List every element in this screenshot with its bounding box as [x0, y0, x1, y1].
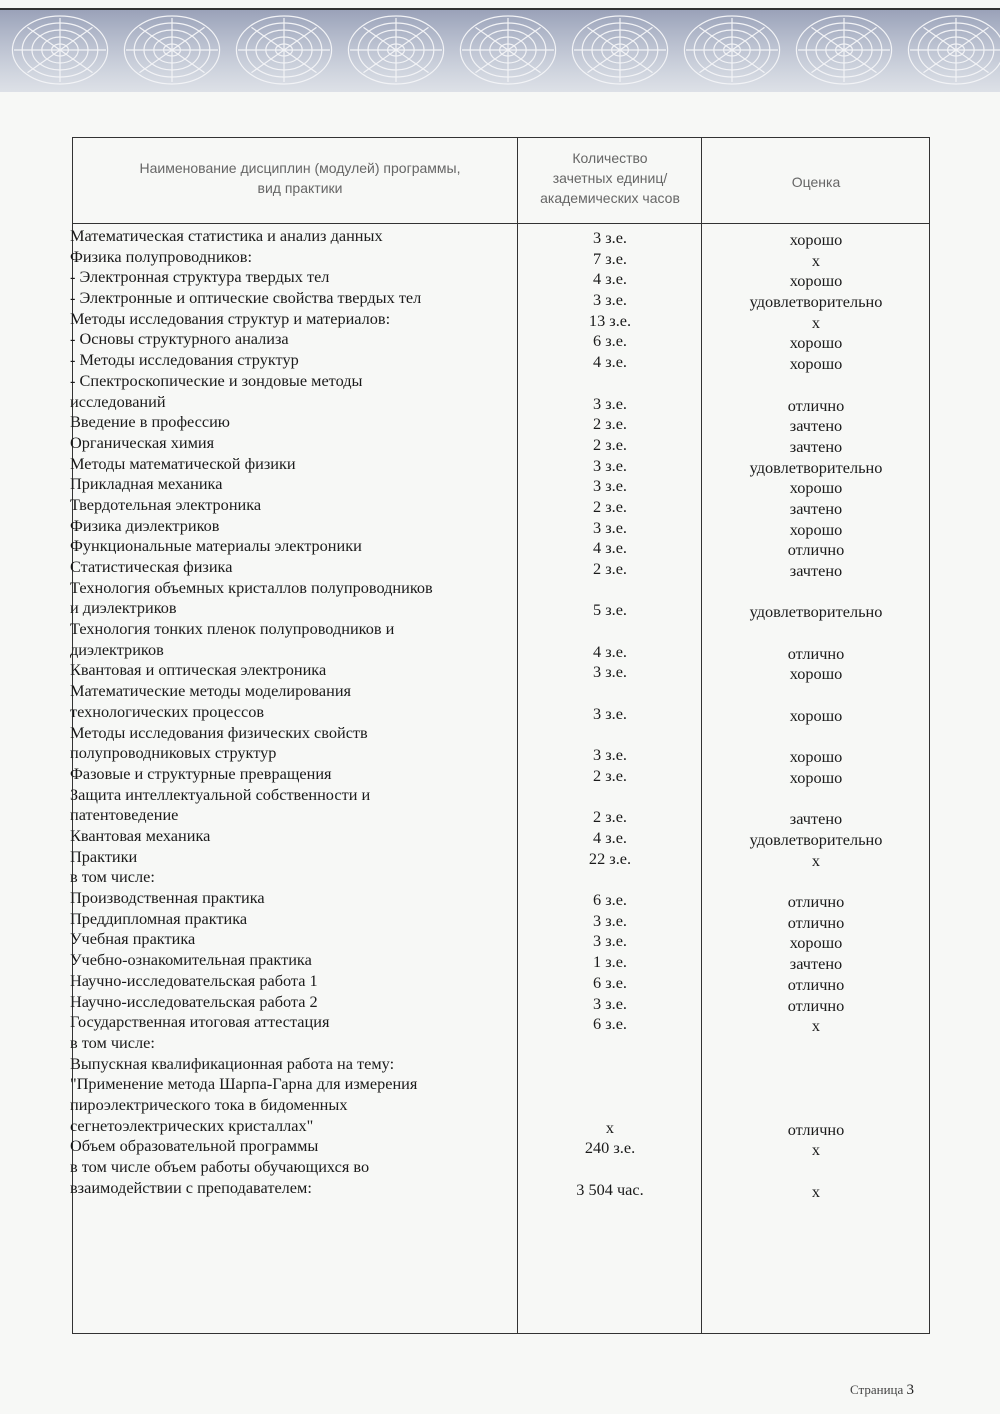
- discipline-name-line: Преддипломная практика: [70, 908, 248, 928]
- page-number-value: 3: [906, 1382, 915, 1398]
- grade-value: х: [811, 1140, 821, 1160]
- discipline-name-line: пироэлектрического тока в бидоменных: [70, 1095, 348, 1114]
- table-row: [0, 329, 1000, 353]
- discipline-name-line: Математическая статистика и анализ данных: [70, 226, 383, 245]
- table-row: [0, 722, 1000, 767]
- credits-value: 3 з.е.: [592, 703, 627, 723]
- grade-value: зачтено: [789, 809, 843, 829]
- page-label: Страница: [850, 1382, 904, 1397]
- credits-value: 5 з.е.: [592, 600, 627, 620]
- grade-value: х: [811, 1016, 821, 1036]
- grade-value: отлично: [787, 1119, 845, 1139]
- discipline-name-line: Защита интеллектуальной собственности и: [70, 784, 371, 804]
- discipline-name: [70, 950, 515, 971]
- column-header-credits-line2: зачетных единиц/: [552, 170, 668, 186]
- discipline-name: [70, 992, 515, 1013]
- discipline-name: [70, 1033, 515, 1054]
- discipline-name-line: Объем образовательной программы: [70, 1136, 319, 1156]
- grade-value: зачтено: [789, 498, 843, 518]
- discipline-name: [70, 412, 515, 433]
- credits-value: 3 з.е.: [592, 228, 627, 247]
- discipline-name: [70, 247, 515, 268]
- grade-value: отлично: [787, 540, 845, 560]
- grade-value: отлично: [787, 912, 845, 932]
- grade-value: отлично: [787, 974, 845, 994]
- credits-value: 3 з.е.: [592, 290, 627, 310]
- credits-value: 4 з.е.: [592, 352, 627, 372]
- table-row: [0, 370, 1000, 415]
- credits-value: 240 з.е.: [584, 1138, 636, 1158]
- grade-value: зачтено: [789, 954, 843, 974]
- discipline-name: [70, 1012, 515, 1033]
- table-row: [0, 784, 1000, 829]
- grade-value: х: [811, 250, 821, 270]
- credits-value: 3 з.е.: [592, 993, 627, 1013]
- grade-value: хорошо: [789, 705, 843, 725]
- grade-value: хорошо: [789, 333, 843, 353]
- table-row: [0, 971, 1000, 992]
- credits-value: 4 з.е.: [592, 828, 627, 848]
- grade-value: отлично: [787, 643, 845, 663]
- grade-value: хорошо: [789, 519, 843, 539]
- discipline-name-line: - Основы структурного анализа: [70, 329, 289, 349]
- table-row: [0, 764, 1000, 785]
- column-header-credits: [520, 148, 700, 208]
- table-row: [0, 929, 1000, 953]
- discipline-name: [70, 474, 515, 495]
- table-row: [0, 1054, 1000, 1137]
- grade-value: хорошо: [789, 354, 843, 374]
- discipline-name-line: сегнетоэлектрических кристаллах": [70, 1115, 314, 1135]
- discipline-name-line: патентоведение: [70, 805, 179, 825]
- discipline-name-line: Квантовая механика: [70, 826, 211, 846]
- discipline-name-line: Выпускная квалификационная работа на тему:: [70, 1053, 395, 1073]
- discipline-name: [70, 454, 515, 475]
- credits-value: 2 з.е.: [592, 765, 627, 785]
- discipline-name: [70, 578, 515, 619]
- discipline-name-line: - Электронные и оптические свойства твердых тел: [70, 288, 422, 308]
- grade-value: удовлетворительно: [749, 830, 883, 850]
- grade-value: хорошо: [789, 747, 843, 767]
- discipline-name: [70, 660, 515, 681]
- table-row: [0, 433, 1000, 454]
- discipline-name: [70, 516, 515, 537]
- discipline-name: [70, 867, 515, 888]
- credits-value: 7 з.е.: [592, 248, 627, 268]
- table-row: [0, 267, 1000, 291]
- table-row: [0, 516, 1000, 537]
- credits-value: 2 з.е.: [592, 414, 627, 434]
- credits-value: 6 з.е.: [592, 331, 627, 351]
- discipline-name: [70, 1157, 515, 1198]
- credits-value: 3 з.е.: [592, 910, 627, 930]
- credits-value: 4 з.е.: [592, 269, 627, 289]
- column-header-credits-line3: академических часов: [540, 190, 680, 206]
- grade-value: зачтено: [789, 561, 843, 581]
- discipline-name-line: "Применение метода Шарпа-Гарна для измерения: [70, 1074, 418, 1094]
- discipline-name-line: диэлектриков: [70, 639, 164, 659]
- discipline-name: [70, 681, 515, 722]
- discipline-name: [70, 785, 515, 826]
- discipline-name-line: Математические методы моделирования: [70, 681, 352, 701]
- discipline-name-line: Методы математической физики: [70, 453, 296, 473]
- table-row: [0, 536, 1000, 560]
- grade-value: удовлетворительно: [749, 602, 883, 622]
- discipline-name-line: Физика диэлектриков: [70, 515, 220, 535]
- discipline-name: [70, 847, 515, 868]
- credits-value: 6 з.е.: [592, 890, 627, 910]
- table-row: [0, 577, 1000, 622]
- table-row: [0, 495, 1000, 516]
- grade-value: хорошо: [789, 271, 843, 291]
- column-header-grade: Оценка: [791, 174, 841, 190]
- table-row: [0, 950, 1000, 974]
- credits-value: 22 з.е.: [588, 848, 632, 868]
- discipline-name: [70, 309, 515, 330]
- column-header-discipline-line2: вид практики: [257, 180, 343, 196]
- credits-value: 3 з.е.: [592, 931, 627, 951]
- table-row: [0, 474, 1000, 498]
- guilloche-ornament-band: [0, 10, 1000, 92]
- discipline-name: [70, 495, 515, 516]
- discipline-name-line: Производственная практика: [70, 888, 265, 908]
- credits-value: 2 з.е.: [592, 559, 627, 579]
- discipline-name: [70, 971, 515, 992]
- table-row: [0, 826, 1000, 850]
- credits-value: 4 з.е.: [592, 641, 627, 661]
- table-row: [0, 847, 1000, 868]
- table-row: [0, 660, 1000, 684]
- discipline-name-line: Органическая химия: [70, 432, 215, 452]
- grade-value: удовлетворительно: [749, 292, 883, 312]
- discipline-name-line: полупроводниковых структур: [70, 743, 277, 763]
- discipline-name: [70, 371, 515, 412]
- table-row: [0, 1033, 1000, 1054]
- page-number: [850, 1382, 914, 1399]
- table-row: [0, 1012, 1000, 1036]
- credits-value: 3 504 час.: [576, 1179, 644, 1199]
- discipline-name-line: Физика полупроводников:: [70, 246, 252, 266]
- grade-value: хорошо: [789, 478, 843, 498]
- grade-value: х: [811, 850, 821, 870]
- grade-value: удовлетворительно: [749, 457, 883, 477]
- discipline-name-line: в том числе объем работы обучающихся во: [70, 1157, 370, 1177]
- credits-value: 13 з.е.: [588, 310, 632, 330]
- discipline-name: [70, 929, 515, 950]
- discipline-name-line: Учебная практика: [70, 929, 196, 949]
- table-row: [0, 309, 1000, 330]
- discipline-name: [70, 1136, 515, 1157]
- discipline-name-line: Функциональные материалы электроники: [70, 536, 362, 556]
- discipline-name-line: технологических процессов: [70, 701, 265, 721]
- table-row: [0, 1136, 1000, 1160]
- credits-value: 6 з.е.: [592, 972, 627, 992]
- grade-value: зачтено: [789, 436, 843, 456]
- table-row: [0, 1157, 1000, 1201]
- credits-value: 1 з.е.: [592, 952, 627, 972]
- discipline-name-line: Методы исследования структур и материалов:: [70, 308, 391, 328]
- grade-value: отлично: [787, 995, 845, 1015]
- discipline-name-line: - Методы исследования структур: [70, 350, 299, 370]
- credits-value: 3 з.е.: [592, 455, 627, 475]
- discipline-name-line: Введение в профессию: [70, 412, 230, 432]
- discipline-name-line: Научно-исследовательская работа 1: [70, 970, 318, 990]
- discipline-name: [70, 723, 515, 764]
- discipline-name: [70, 329, 515, 350]
- table-row: [0, 247, 1000, 268]
- table-row: [0, 867, 1000, 888]
- column-header-discipline: [100, 158, 500, 198]
- discipline-name-line: - Спектроскопические и зондовые методы: [70, 370, 363, 390]
- credits-value: 3 з.е.: [592, 517, 627, 537]
- table-row: [0, 350, 1000, 374]
- discipline-name: [70, 619, 515, 660]
- discipline-name-line: Твердотельная электроника: [70, 494, 262, 514]
- grade-value: х: [811, 312, 821, 332]
- credits-value: 2 з.е.: [592, 807, 627, 827]
- discipline-name-line: Методы исследования физических свойств: [70, 722, 368, 742]
- discipline-name-line: Фазовые и структурные превращения: [70, 763, 332, 783]
- discipline-name: [70, 909, 515, 930]
- header-divider: [72, 223, 930, 224]
- discipline-name: [70, 888, 515, 909]
- table-row: [0, 888, 1000, 912]
- grade-value: отлично: [787, 892, 845, 912]
- column-header-credits-line1: Количество: [572, 150, 648, 166]
- credits-value: х: [605, 1117, 615, 1137]
- credits-value: 3 з.е.: [592, 745, 627, 765]
- discipline-name-line: Квантовая и оптическая электроника: [70, 660, 327, 680]
- discipline-name: [70, 433, 515, 454]
- discipline-name-line: Технология тонких пленок полупроводников и: [70, 619, 395, 639]
- discipline-name-line: Практики: [70, 846, 138, 866]
- discipline-name-line: Технология объемных кристаллов полупроводников: [70, 577, 433, 597]
- discipline-name: [70, 288, 515, 309]
- discipline-name-line: исследований: [70, 391, 166, 411]
- credits-value: 3 з.е.: [592, 476, 627, 496]
- table-row: [0, 619, 1000, 663]
- column-header-discipline-line1: Наименование дисциплин (модулей) программы,: [139, 160, 461, 176]
- grade-value: хорошо: [789, 767, 843, 787]
- discipline-name-line: Государственная итоговая аттестация: [70, 1012, 330, 1032]
- credits-value: 6 з.е.: [592, 1014, 627, 1034]
- discipline-name-line: Статистическая физика: [70, 557, 233, 577]
- grades-table-body: [0, 226, 1000, 1201]
- table-row: [0, 557, 1000, 581]
- discipline-name-line: - Электронная структура твердых тел: [70, 267, 330, 287]
- discipline-name-line: Учебно-ознакомительная практика: [70, 950, 312, 970]
- table-row: [0, 288, 1000, 312]
- discipline-name-line: в том числе:: [70, 1032, 155, 1052]
- grade-value: хорошо: [789, 933, 843, 953]
- grade-value: хорошо: [789, 664, 843, 684]
- discipline-name: [70, 536, 515, 557]
- grade-value: х: [811, 1181, 821, 1201]
- discipline-name-line: в том числе:: [70, 867, 155, 887]
- discipline-name-line: Научно-исследовательская работа 2: [70, 991, 318, 1011]
- grade-value: хорошо: [789, 230, 843, 249]
- credits-value: 4 з.е.: [592, 538, 627, 558]
- credits-value: 3 з.е.: [592, 662, 627, 682]
- discipline-name-line: взаимодействии с преподавателем:: [70, 1177, 312, 1197]
- discipline-name-line: и диэлектриков: [70, 598, 177, 618]
- table-row: [0, 226, 1000, 247]
- table-row: [0, 992, 1000, 1013]
- discipline-name: [70, 226, 515, 247]
- discipline-name: [70, 557, 515, 578]
- grade-value: отлично: [787, 395, 845, 415]
- table-row: [0, 412, 1000, 436]
- discipline-name: [70, 1054, 515, 1137]
- discipline-name-line: Прикладная механика: [70, 474, 223, 494]
- credits-value: 2 з.е.: [592, 434, 627, 454]
- credits-value: 3 з.е.: [592, 393, 627, 413]
- discipline-name: [70, 267, 515, 288]
- table-row: [0, 909, 1000, 930]
- discipline-name: [70, 350, 515, 371]
- credits-value: 2 з.е.: [592, 496, 627, 516]
- discipline-name: [70, 826, 515, 847]
- grade-value: зачтено: [789, 416, 843, 436]
- discipline-name: [70, 764, 515, 785]
- table-row: [0, 454, 1000, 475]
- table-row: [0, 681, 1000, 725]
